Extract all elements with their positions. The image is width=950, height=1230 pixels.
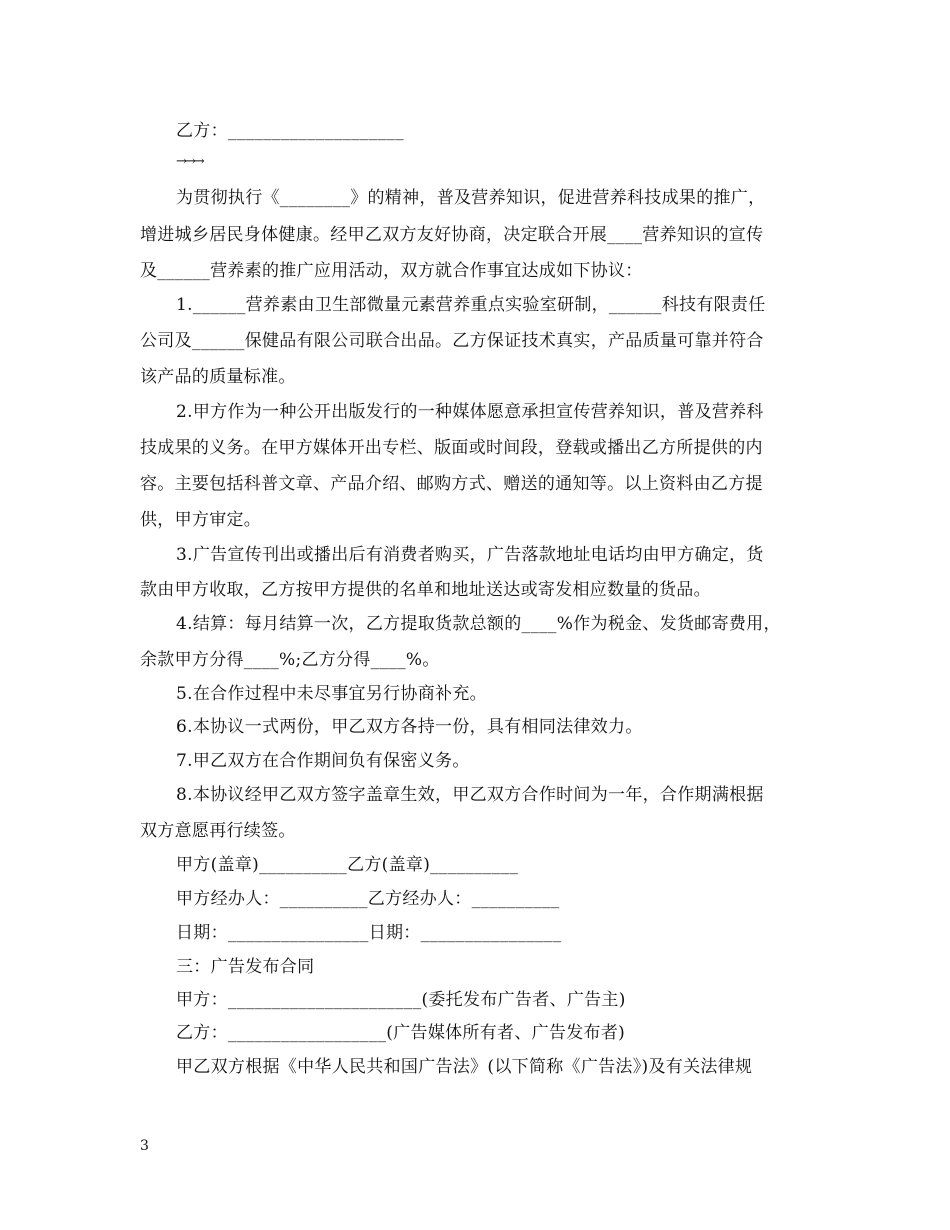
paragraph-line: 公司及______保健品有限公司联合出品。乙方保证技术真实，产品质量可靠并符合 [140,331,764,351]
date-line: 日期：________________日期：________________ [176,923,562,943]
paragraph-line: 甲乙双方根据《中华人民共和国广告法》(以下简称《广告法》)及有关法律规 [176,1057,753,1077]
paragraph-line: 5.在合作过程中未尽事宜另行协商补充。 [176,684,487,704]
paragraph-line: 1.______营养素由卫生部微量元素营养重点实验室研制，______科技有限责任 [176,295,766,315]
paragraph-line: 6.本协议一式两份，甲乙双方各持一份，具有相同法律效力。 [176,717,643,737]
paragraph-line: 余款甲方分得____%;乙方分得____%。 [140,650,440,670]
paragraph-line: 增进城乡居民身体健康。经甲乙双方友好协商，决定联合开展____营养知识的宣传 [140,225,764,245]
paragraph-line: 款由甲方收取，乙方按甲方提供的名单和地址送达或寄发相应数量的货品。 [140,580,711,600]
party-b-line: 乙方：__________________(广告媒体所有者、广告发布者) [176,1023,626,1043]
paragraph-line: 供，甲方审定。 [140,510,262,530]
arrow-glyphs: →→→ [176,154,203,169]
page-number: 3 [140,1138,149,1154]
paragraph-line: 4.结算：每月结算一次，乙方提取货款总额的____%作为税金、发货邮寄费用， [176,614,781,634]
section-heading: 三：广告发布合同 [176,957,315,977]
signature-line: 甲方经办人：__________乙方经办人：__________ [176,889,560,909]
paragraph-line: 技成果的义务。在甲方媒体开出专栏、版面或时间段，登载或播出乙方所提供的内 [140,438,763,458]
paragraph-line: 2.甲方作为一种公开出版发行的一种媒体愿意承担宣传营养知识，普及营养科 [176,402,764,422]
paragraph-line: 3.广告宣传刊出或播出后有消费者购买，广告落款地址电话均由甲方确定，货 [176,545,764,565]
party-b-line: 乙方：____________________ [176,121,404,141]
paragraph-line: 7.甲乙双方在合作期间负有保密义务。 [176,751,470,771]
paragraph-line: 及______营养素的推广应用活动，双方就合作事宜达成如下协议： [140,261,643,281]
paragraph-line: 为贯彻执行《________》的精神，普及营养知识，促进营养科技成果的推广， [176,188,766,208]
signature-line: 甲方(盖章)__________乙方(盖章)__________ [176,855,519,875]
paragraph-line: 该产品的质量标准。 [140,367,296,387]
paragraph-line: 8.本协议经甲乙双方签字盖章生效，甲乙双方合作时间为一年，合作期满根据 [176,785,764,805]
paragraph-line: 容。主要包括科普文章、产品介绍、邮购方式、赠送的通知等。以上资料由乙方提 [140,474,763,494]
paragraph-line: 双方意愿再行续签。 [140,821,296,841]
party-a-line: 甲方：______________________(委托发布广告者、广告主) [176,990,626,1010]
